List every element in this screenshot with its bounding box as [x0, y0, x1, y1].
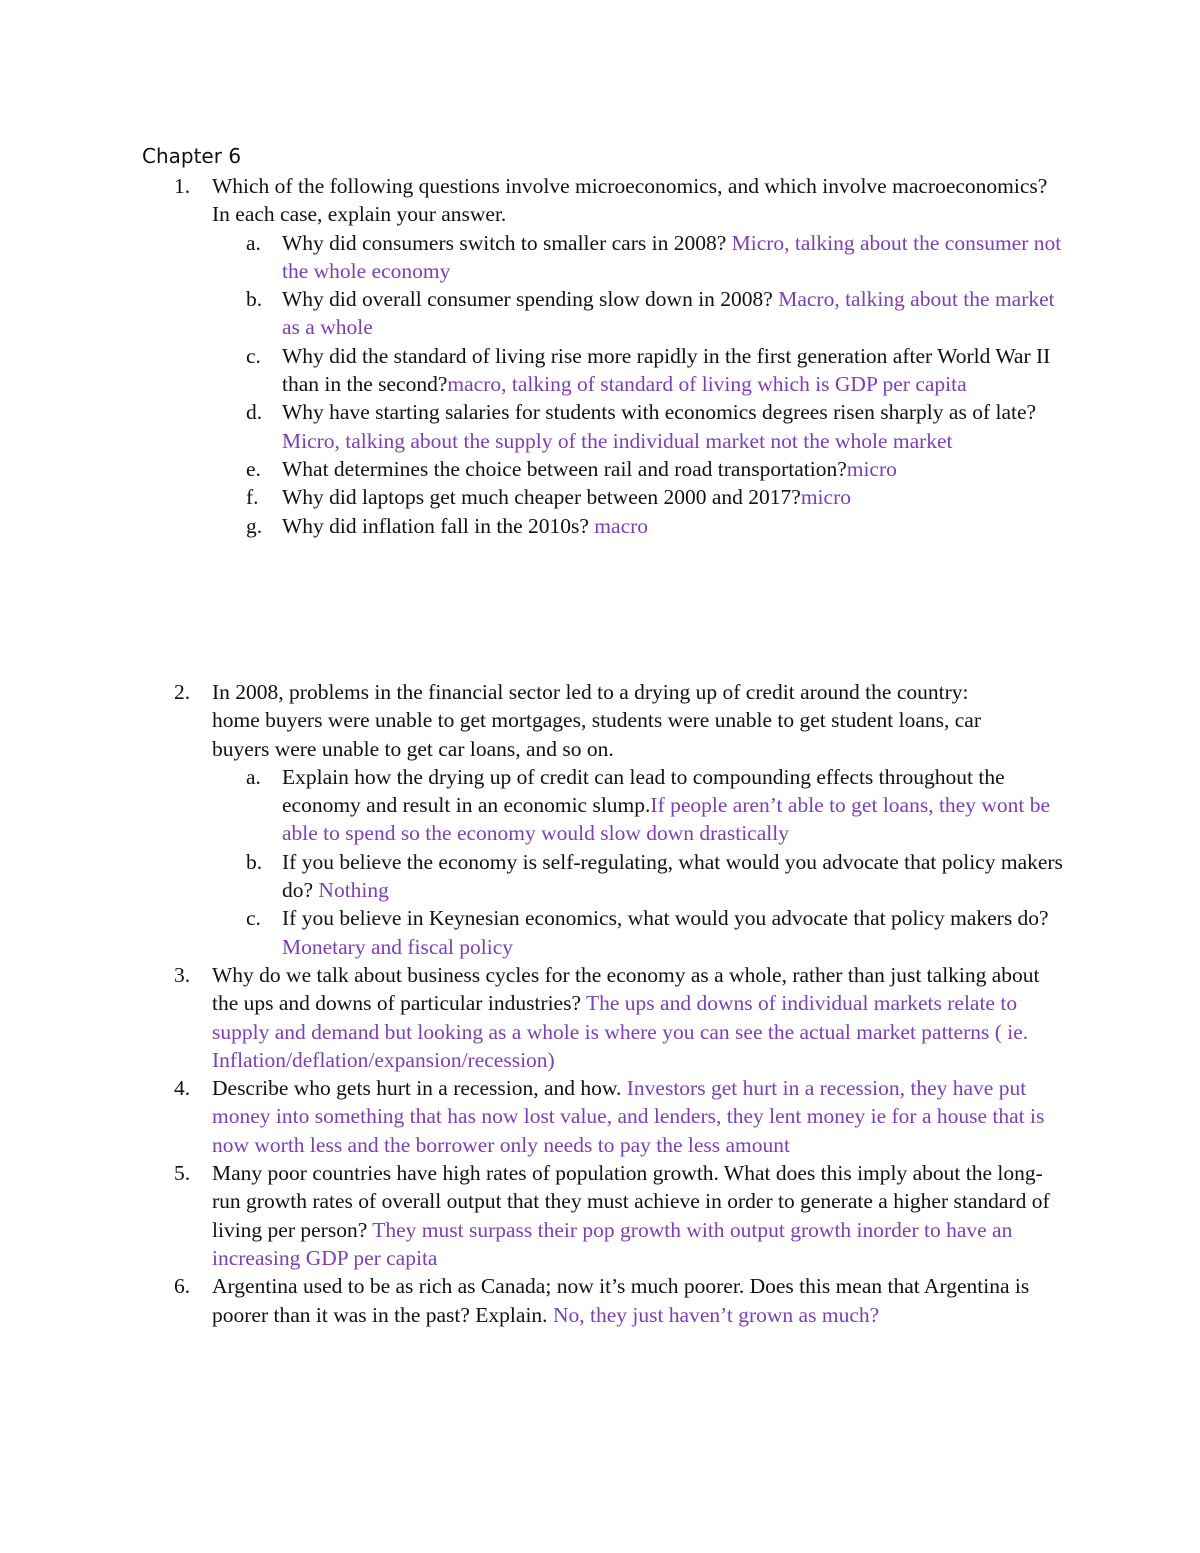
question-text: In 2008, problems in the financial sector led to a drying up of credit around the country: home buyers were unable to get mortgages, students were unable to get student loans, car buyers were unable to get car loans, and so on.	[212, 680, 981, 761]
sub-question-list	[174, 763, 1074, 961]
answer-text: Macro, talking about the market as a whole	[282, 287, 1055, 340]
answer-text: They must surpass their pop growth with output growth inorder to have an increasing GDP per capita	[212, 1217, 1013, 1270]
question-number: 4.	[174, 1076, 191, 1101]
question-number: 5.	[174, 1161, 191, 1186]
sub-question-f: f. Why did laptops get much cheaper between 2000 and 2017?micro	[246, 485, 851, 510]
sub-question-d: d. Why have starting salaries for students with economics degrees risen sharply as of late? Micro, talking about the supply of the individual market not the whole market	[246, 400, 1037, 453]
question-number: 6.	[174, 1274, 191, 1299]
question-text: Describe who gets hurt in a recession, and how. Investors get hurt in a recession, they have put money into something that has now lost value, and lenders, they lent money ie for a house that is now worth less and the borrower only needs to pay the less amount	[212, 1076, 1045, 1157]
sub-question-b: b. Why did overall consumer spending slow down in 2008? Macro, talking about the market as a whole	[246, 287, 1055, 340]
answer-text: Micro, talking about the consumer not the whole economy	[282, 230, 1062, 283]
answer-text: No, they just haven’t grown as much?	[552, 1302, 880, 1327]
question-number: 1.	[174, 174, 191, 198]
answer-text: Micro, talking about the supply of the individual market not the whole market	[282, 428, 953, 453]
answer-text: The ups and downs of individual markets relate to supply and demand but looking as a whole is where you can see the actual market patterns ( ie. Inflation/deflation/expansion/recession)	[212, 991, 1029, 1072]
question-6	[174, 1272, 1074, 1329]
sub-question-b: b. If you believe the economy is self-regulating, what would you advocate that policy makers do? Nothing	[246, 849, 1063, 903]
question-text: Many poor countries have high rates of population growth. What does this imply about the long-run growth rates of overall output that they must achieve in order to generate a higher standard of living per person? They must surpass their pop growth with output growth inorder to have an increasing GDP per capita	[212, 1161, 1050, 1270]
answer-text: If people aren’t able to get loans, they wont be able to spend so the economy would slow down drastically	[282, 793, 1051, 846]
question-5	[174, 1159, 1074, 1272]
question-2	[174, 678, 1074, 1329]
question-4	[174, 1074, 1074, 1159]
sub-question-e: e. What determines the choice between rail and road transportation?micro	[246, 456, 897, 481]
sub-question-c: c. Why did the standard of living rise more rapidly in the first generation after World War II than in the second?macro, talking of standard of living which is GDP per capita	[246, 343, 1051, 397]
question-number: 3.	[174, 962, 191, 987]
question-3	[174, 961, 1074, 1074]
answer-text: micro	[846, 456, 897, 481]
answer-text: macro	[594, 513, 649, 538]
sub-question-list	[174, 229, 1074, 540]
answer-text: Nothing	[318, 878, 389, 903]
question-number: 2.	[174, 680, 191, 704]
question-1	[174, 172, 1074, 540]
question-text: Which of the following questions involve microeconomics, and which involve macroeconomics? In each case, explain your answer.	[212, 174, 1048, 227]
answer-text: Investors get hurt in a recession, they have put money into something that has now lost value, and lenders, they lent money ie for a house that is now worth less and the borrower only needs to pay the less amount	[212, 1076, 1045, 1157]
answer-text: micro	[800, 485, 851, 510]
sub-question-c: c. If you believe in Keynesian economics, what would you advocate that policy makers do? Monetary and fiscal policy	[246, 906, 1049, 959]
sub-question-a: a. Explain how the drying up of credit can lead to compounding effects throughout the economy and result in an economic slump.If people aren’t able to get loans, they wont be able to spend so the economy would slow down drastically	[246, 764, 1051, 846]
question-text: Argentina used to be as rich as Canada; now it’s much poorer. Does this mean that Argentina is poorer than it was in the past? Explain. No, they just haven’t grown as much?	[212, 1274, 1030, 1327]
answer-text: Monetary and fiscal policy	[282, 934, 514, 959]
question-text: Why do we talk about business cycles for the economy as a whole, rather than just talking about the ups and downs of particular industries? The ups and downs of individual markets relate to supply and demand but looking as a whole is where you can see the actual market patterns ( ie. Inflation/deflation/expansion/recession)	[212, 962, 1040, 1072]
sub-question-a: a. Why did consumers switch to smaller cars in 2008? Micro, talking about the consumer not the whole economy	[246, 230, 1062, 283]
chapter-title: Chapter 6	[142, 144, 242, 168]
answer-text: macro, talking of standard of living which is GDP per capita	[447, 372, 967, 397]
sub-question-g: g. Why did inflation fall in the 2010s? macro	[246, 513, 649, 538]
